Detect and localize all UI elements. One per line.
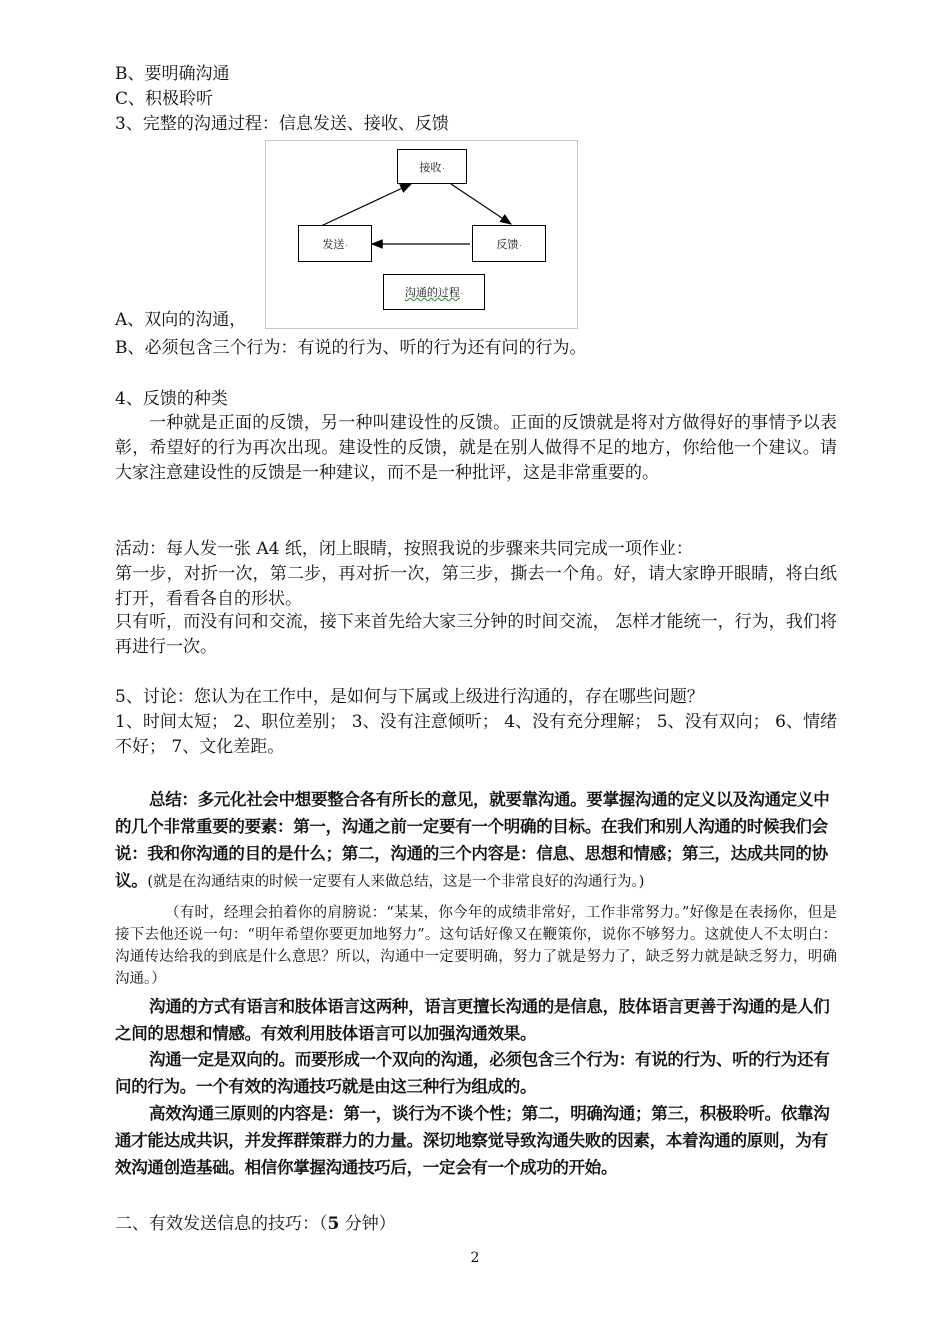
page-number: 2 (470, 1250, 480, 1266)
item-c-active-listening: C、积极聆听 (115, 89, 214, 109)
activity-followup: 只有听，而没有问和交流，接下来首先给大家三分钟的时间交流， 怎样才能统一，行为，我们将再进行一次。 (115, 612, 837, 657)
summary-paragraph-4: 高效沟通三原则的内容是：第一，谈行为不谈个性；第二，明确沟通；第三，积极聆听。依靠沟通才能达成共识，并发挥群策群力的力量。深切地察觉导致沟通失败的因素，本着沟通的原则，为有效沟通创造基础。相信你掌握沟通技巧后，一定会有一个成功的开始。 (115, 1104, 830, 1177)
section-2-heading (115, 1212, 396, 1236)
summary-paragraph-2: 沟通的方式有语言和肢体语言这两种，语言更擅长沟通的是信息，肢体语言更善于沟通的是人们之间的思想和情感。有效利用肢体语言可以加强沟通效果。 (115, 997, 830, 1043)
section-5-title: 5、讨论：您认为在工作中，是如何与下属或上级进行沟通的，存在哪些问题？ (115, 687, 704, 707)
section-4-title: 4、反馈的种类 (115, 389, 228, 409)
section-3-title: 3、完整的沟通过程：信息发送、接收、反馈 (115, 114, 449, 134)
communication-process-diagram (265, 140, 578, 329)
diagram-caption: 沟通的过程 (404, 286, 460, 299)
item-a-two-way: A、双向的沟通， (115, 310, 247, 330)
node-send-label: 发送 (322, 237, 345, 251)
node-caption: 沟通的过程 . (383, 274, 485, 310)
node-feedback: 反馈 . (472, 225, 546, 262)
node-receive: 接收 . (397, 149, 467, 184)
activity-intro: 活动：每人发一张 A4 纸，闭上眼睛，按照我说的步骤来共同完成一项作业： (115, 539, 693, 559)
section-2-title-suffix: 分钟） (339, 1214, 396, 1234)
node-receive-label: 接收 (419, 160, 442, 174)
arrow-receive-to-feedback (451, 184, 511, 224)
item-b-clear-communication: B、要明确沟通 (115, 64, 230, 84)
summary-aside-example: （有时，经理会拍着你的肩膀说：“某某，你今年的成绩非常好，工作非常努力。”好像是在表扬你，但是接下去他还说一句：“明年希望你要更加地努力”。这句话好像又在鞭策你，说你不够努力。这就使人不太明白：沟通传达给我的到底是什么意思？所以，沟通中一定要明确，努力了就是努力了，缺乏努力就是缺乏努力，明确沟通。） (115, 905, 837, 987)
summary-p1-note: (就是在沟通结束的时候一定要有人来做总结，这是一个非常良好的沟通行为。) (147, 874, 645, 890)
section-5-answers: 1、时间太短； 2、职位差别； 3、没有注意倾听； 4、没有充分理解； 5、没有双向； 6、情绪不好； 7、文化差距。 (115, 712, 837, 757)
node-feedback-label: 反馈 (496, 237, 519, 251)
section-2-minutes: 5 (327, 1214, 340, 1234)
section-4-body: 一种就是正面的反馈，另一种叫建设性的反馈。正面的反馈就是将对方做得好的事情予以表彰，希望好的行为再次出现。建设性的反馈，就是在别人做得不足的地方，你给他一个建议。请大家注意建设性的反馈是一种建议，而不是一种批评，这是非常重要的。 (115, 413, 837, 483)
summary-p1-text: 总结：多元化社会中想要整合各有所长的意见，就要靠沟通。要掌握沟通的定义以及沟通定义中的几个非常重要的要素：第一，沟通之前一定要有一个明确的目标。在我们和别人沟通的时候我们会说：我和你沟通的目的是什么；第二，沟通的三个内容是：信息、思想和情感；第三，达成共同的协议。 (115, 790, 830, 890)
summary-paragraph-3: 沟通一定是双向的。而要形成一个双向的沟通，必须包含三个行为：有说的行为、听的行为还有问的行为。一个有效的沟通技巧就是由这三种行为组成的。 (115, 1050, 830, 1096)
arrow-send-to-receive (321, 184, 411, 226)
activity-steps: 第一步，对折一次，第二步，再对折一次，第三步，撕去一个角。好，请大家睁开眼睛，将白纸打开，看看各自的形状。 (115, 564, 837, 609)
item-b-three-behaviors: B、必须包含三个行为：有说的行为、听的行为还有问的行为。 (115, 338, 587, 358)
summary-paragraph-1 (115, 786, 837, 896)
section-2-title-prefix: 二、有效发送信息的技巧：（ (115, 1214, 328, 1234)
node-send: 发送 . (298, 225, 372, 262)
